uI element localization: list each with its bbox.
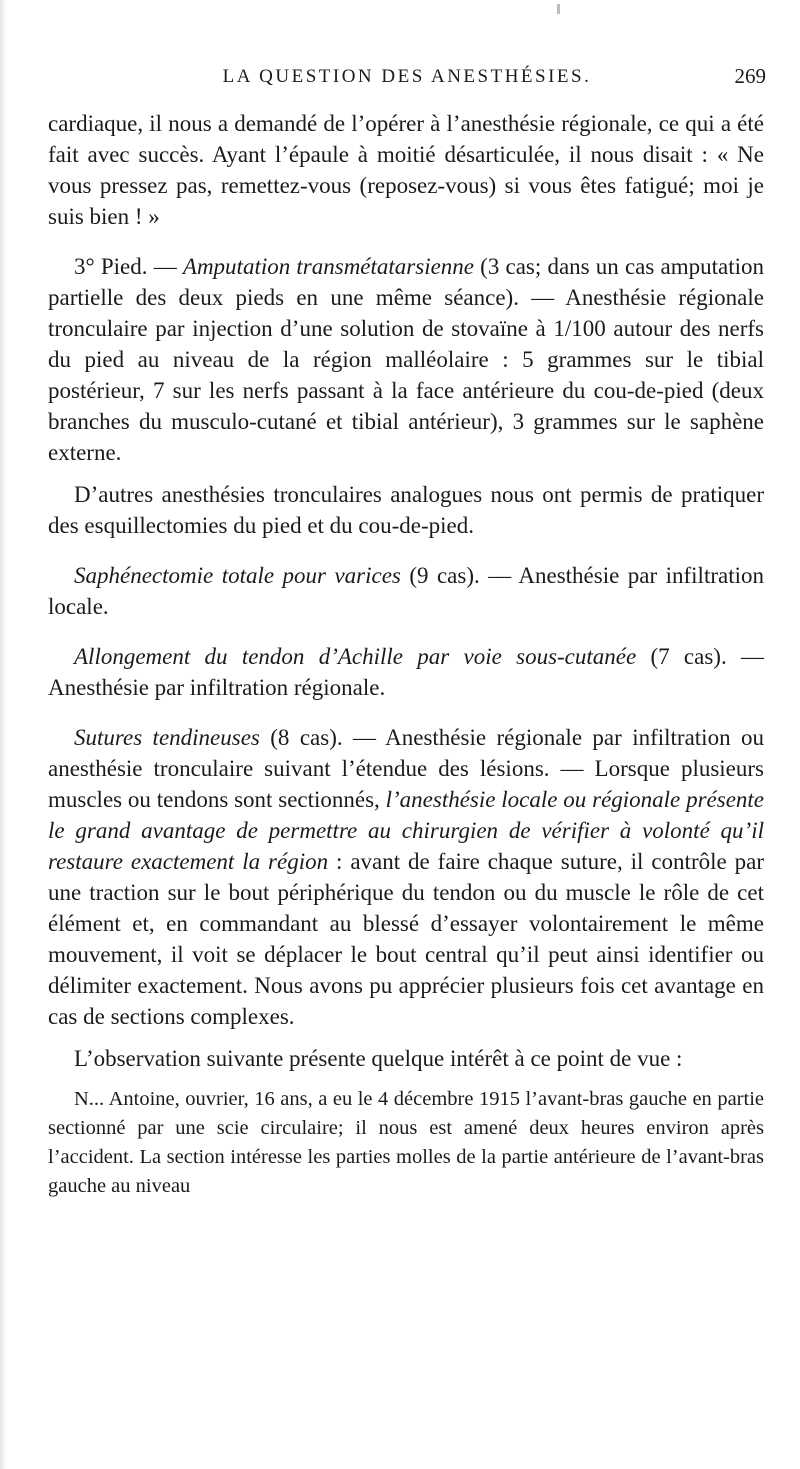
procedure-title: Amputation transmétatarsienne [182, 254, 474, 279]
scan-mark [557, 4, 560, 14]
paragraph-saphenectomie [48, 560, 764, 622]
page-edge-shadow [0, 0, 6, 1469]
page-header [48, 62, 766, 92]
paragraph-observation-intro: L’observation suivante présente quelque intérêt à ce point de vue : [74, 1046, 683, 1071]
paragraph-text: : avant de faire chaque suture, il contrôle par une traction sur le bout périphérique du tendon ou du muscle le rôle de cet élément et, en commandant au blessé d’essayer volontairement le même mouvement, il voit se déplacer le bout central qu’il peut ainsi identifier ou délimiter exactement. Nous avons pu apprécier plusieurs fois cet avantage en cas de sections complexes. [48, 849, 764, 1029]
paragraph-esquillectomies: D’autres anesthésies tronculaires analogues nous ont permis de pratiquer des esquillectomies du pied et du cou-de-pied. [48, 482, 764, 538]
paragraph-continuation: cardiaque, il nous a demandé de l’opérer à l’anesthésie régionale, ce qui a été fait avec succès. Ayant l’épaule à moitié désarticulée, il nous disait : « Ne vous pressez pas, remettez-vous (reposez-vous) si vous êtes fatigué; moi je suis bien ! » [48, 111, 764, 229]
paragraph-pied [48, 251, 764, 468]
paragraph-text: (7 cas). — Anesthésie par infiltration régionale. [48, 644, 764, 700]
paragraph-sutures [48, 722, 764, 1032]
section-lead: 3° Pied. — [74, 254, 183, 279]
page-number: 269 [734, 64, 766, 88]
paragraph-text: (8 cas). — Anesthésie régionale par infiltration ou anesthésie tronculaire suivant l’étendue des lésions. — Lorsque plusieurs muscles ou tendons sont sectionnés, [48, 725, 764, 812]
emphasis-text: l’anesthésie locale ou régionale présente le grand avantage de permettre au chirurgien de vérifier à volonté qu’il restaure exactement la région [48, 787, 765, 874]
procedure-title: Sutures tendineuses [74, 725, 260, 750]
body-text [48, 108, 764, 1201]
running-head: LA QUESTION DES ANESTHÉSIES. [222, 66, 592, 87]
procedure-title: Allongement du tendon d’Achille par voie sous-cutanée [74, 644, 637, 669]
paragraph-allongement [48, 641, 764, 703]
paragraph-text: (3 cas; dans un cas amputation partielle des deux pieds en une même séance). — Anesthésie régionale tronculaire par injection d’une solution de stovaïne à 1/100 autour des nerfs du pied au niveau de la région malléolaire : 5 grammes sur le tibial postérieur, 7 sur les nerfs passant à la face antérieure du cou-de-pied (deux branches du musculo-cutané et tibial antérieur), 3 grammes sur le saphène externe. [48, 254, 764, 465]
paragraph-text: (9 cas). — Anesthésie par infiltration locale. [48, 563, 764, 619]
procedure-title: Saphénectomie totale pour varices [74, 563, 401, 588]
paragraph-observation: N... Antoine, ouvrier, 16 ans, a eu le 4 décembre 1915 l’avant-bras gauche en partie sectionné par une scie circulaire; il nous est amené deux heures environ après l’accident. La section intéresse les parties molles de la partie antérieure de l’avant-bras gauche au niveau [48, 1088, 764, 1197]
